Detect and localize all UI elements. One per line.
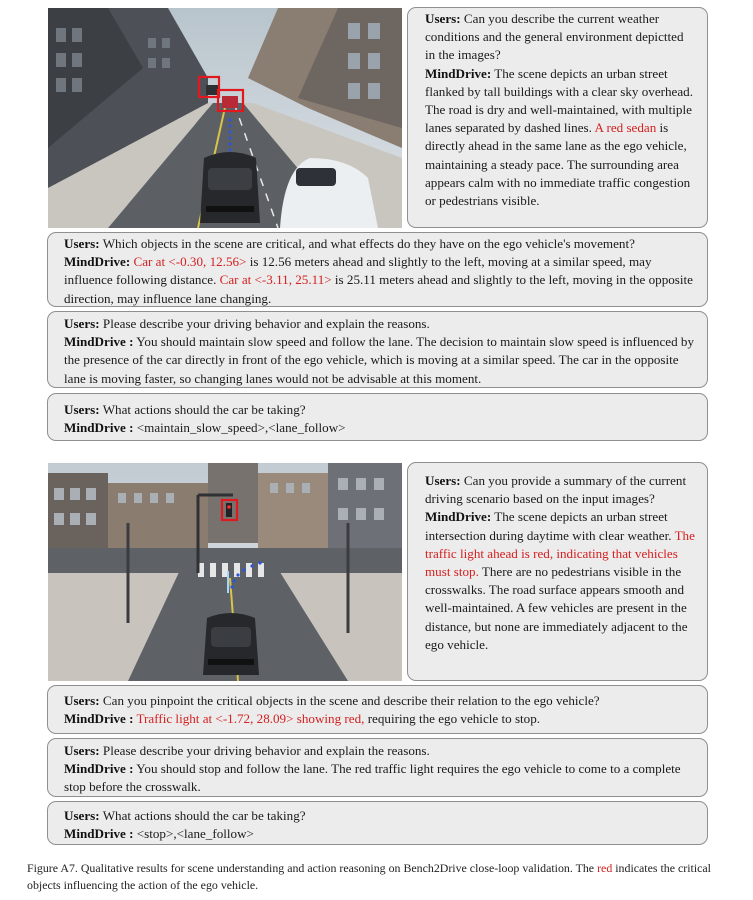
caption-highlight: red	[597, 861, 613, 875]
scene1-critical-box	[47, 232, 708, 307]
scene2-object-highlight: Traffic light at <-1.72, 28.09> showing red,	[136, 711, 365, 727]
scene1-object2-text: is 25.11 meters ahead and slightly to the left, moving in the opposite direction, may influence lane changing.	[64, 272, 693, 306]
scene2-driving-image	[48, 463, 402, 681]
scene1-actions-question: What actions should the car be taking?	[102, 402, 306, 417]
model-label: MindDrive:	[425, 65, 492, 81]
user-label: Users:	[64, 236, 100, 251]
scene1-critical-highlight: A red sedan	[594, 120, 657, 136]
scene2-behavior-answer: You should stop and follow the lane. The red traffic light requires the ego vehicle to come to a complete stop before the crosswalk.	[64, 761, 681, 795]
scene1-summary-box	[407, 7, 708, 228]
scene2-behavior-question: Please describe your driving behavior and explain the reasons.	[102, 743, 430, 758]
scene2-critical-question: Can you pinpoint the critical objects in the scene and describe their relation to the ego vehicle?	[102, 693, 600, 708]
user-label: Users:	[64, 402, 100, 417]
scene1-summary-question: Can you describe the current weather conditions and the general environment depictted in the images?	[425, 11, 684, 63]
scene2-actions-question: What actions should the car be taking?	[102, 808, 306, 823]
scene1-actions-box	[47, 393, 708, 441]
scene2-actions-answer: <stop>,<lane_follow>	[136, 826, 254, 842]
scene2-object-text: requiring the ego vehicle to stop.	[367, 711, 541, 727]
scene1-behavior-answer: You should maintain slow speed and follow the lane. The decision to maintain slow speed is influenced by the presence of the car directly in front of the ego vehicle, which is moving at a similar speed. The car in the opposite lane is moving faster, so changing lanes would not be advisable at this moment.	[64, 334, 694, 386]
scene1-behavior-question: Please describe your driving behavior and explain the reasons.	[102, 316, 430, 331]
user-label: Users:	[64, 743, 100, 758]
scene2-behavior-box	[47, 738, 708, 797]
model-label: MindDrive :	[64, 826, 134, 842]
user-label: Users:	[64, 693, 100, 708]
user-label: Users:	[64, 808, 100, 823]
scene1-summary-answer-cont: is directly ahead in the same lane as the ego vehicle, maintaining a steady pace. The surrounding area appears calm with no immediate traffic congestion or pedestrians visible.	[425, 120, 691, 209]
model-label: MindDrive:	[64, 254, 131, 270]
scene1-critical-question: Which objects in the scene are critical, and what effects do they have on the ego vehicle's movement?	[102, 236, 635, 251]
scene2-summary-answer-cont: There are no pedestrians visible in the crosswalks. The road surface appears smooth and well-maintained. A few vehicles are present in the distance, but none are immediately adjacent to the ego vehicle.	[425, 564, 688, 652]
user-label: Users:	[425, 473, 461, 488]
scene1-driving-image	[48, 8, 402, 228]
caption-prefix: Figure A7. Qualitative results for scene understanding and action reasoning on Bench2Drive close-loop validation. The	[27, 861, 595, 875]
caption-suffix: indicates the critical objects influencing the action of the ego vehicle.	[27, 861, 711, 892]
scene2-summary-box	[407, 462, 708, 681]
scene1-actions-answer: <maintain_slow_speed>,<lane_follow>	[136, 420, 346, 436]
scene1-object2-highlight: Car at <-3.11, 25.11>	[219, 272, 332, 288]
model-label: MindDrive :	[64, 420, 134, 436]
scene2-critical-box	[47, 685, 708, 734]
scene1-object1-highlight: Car at <-0.30, 12.56>	[133, 254, 247, 270]
scene1-object1-text: is 12.56 meters ahead and slightly to the left, moving at a similar speed, may influence following distance.	[64, 254, 652, 288]
scene1-behavior-box	[47, 311, 708, 388]
scene2-critical-highlight: The traffic light ahead is red, indicating that vehicles must stop.	[425, 527, 695, 580]
scene2-actions-box	[47, 801, 708, 845]
model-label: MindDrive :	[64, 334, 134, 350]
model-label: MindDrive :	[64, 761, 134, 777]
model-label: MindDrive:	[425, 509, 492, 525]
figure-caption	[27, 860, 732, 894]
user-label: Users:	[64, 316, 100, 331]
scene2-summary-question: Can you provide a summary of the current driving scenario based on the input images?	[425, 473, 687, 507]
model-label: MindDrive :	[64, 711, 134, 727]
user-label: Users:	[425, 11, 461, 26]
scene2-summary-answer: The scene depicts an urban street intersection during daytime with clear weather.	[425, 509, 672, 543]
scene1-summary-answer: The scene depicts an urban street flanked by tall buildings with a clear sky overhead. The road is dry and well-maintained, with multiple lanes separated by dashed lines.	[425, 65, 693, 136]
